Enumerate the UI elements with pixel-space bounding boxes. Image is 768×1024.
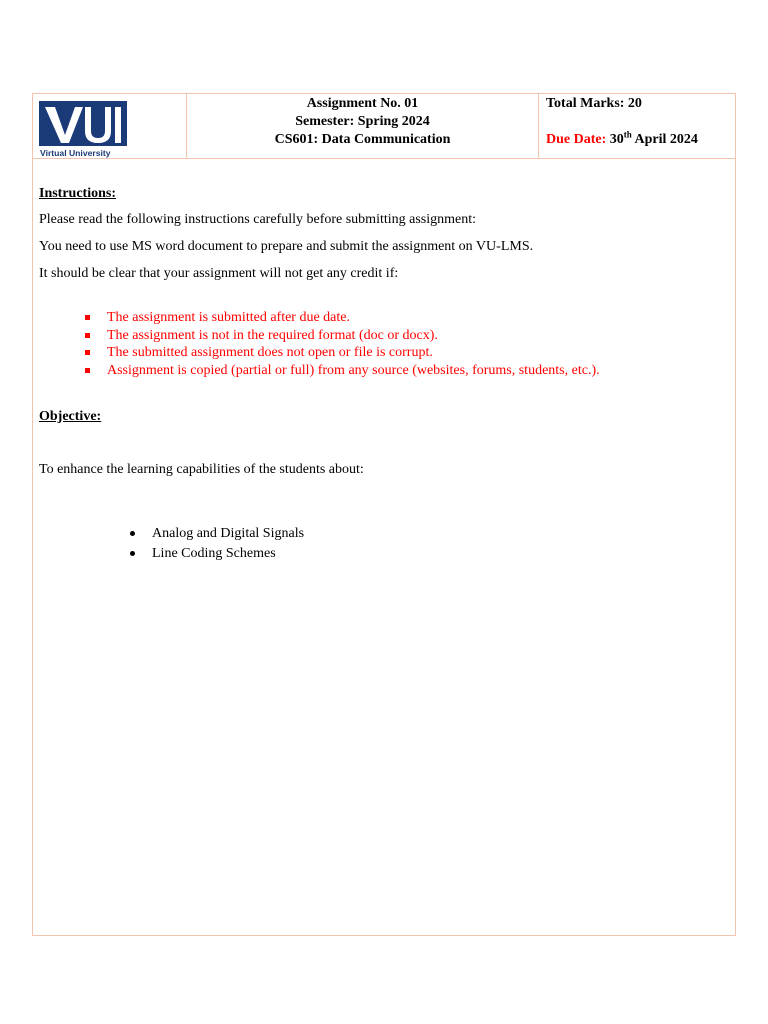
objective-heading: Objective:	[39, 409, 102, 424]
list-item	[130, 524, 304, 544]
logo-cell	[33, 94, 187, 158]
virtual-university-logo	[39, 101, 127, 158]
list-item-text: The assignment is not in the required format (doc or docx).	[107, 327, 438, 343]
objective-intro: To enhance the learning capabilities of the students about:	[39, 462, 364, 477]
course-title: CS601: Data Communication	[274, 132, 451, 147]
instruction-line: It should be clear that your assignment will not get any credit if:	[39, 266, 399, 281]
list-item-text: Assignment is copied (partial or full) from any source (websites, forums, students, etc.).	[107, 362, 600, 378]
square-bullet-icon	[85, 350, 90, 355]
list-item-text: The submitted assignment does not open or file is corrupt.	[107, 345, 433, 360]
instructions-heading: Instructions:	[39, 186, 117, 201]
semester: Semester: Spring 2024	[295, 114, 430, 129]
list-item	[130, 544, 304, 564]
due-month-year: April 2024	[634, 132, 698, 147]
round-bullet-icon	[130, 531, 135, 536]
due-date	[546, 131, 698, 149]
due-date-label: Due Date:	[546, 132, 607, 147]
marks-cell	[540, 94, 735, 158]
instruction-line: You need to use MS word document to prepare and submit the assignment on VU-LMS.	[39, 239, 534, 254]
due-day-suffix: th	[623, 129, 632, 140]
square-bullet-icon	[85, 333, 90, 338]
no-credit-list	[85, 309, 600, 379]
list-item-text: Analog and Digital Signals	[152, 526, 305, 541]
square-bullet-icon	[85, 315, 90, 320]
square-bullet-icon	[85, 368, 90, 373]
instruction-line: Please read the following instructions carefully before submitting assignment:	[39, 212, 477, 227]
round-bullet-icon	[130, 551, 135, 556]
header-table	[33, 94, 735, 159]
assignment-number: Assignment No. 01	[306, 96, 419, 111]
due-day: 30	[609, 132, 624, 147]
objective-topics-list	[130, 524, 304, 564]
list-item-text: The assignment is submitted after due date.	[107, 310, 350, 325]
list-item-text: Line Coding Schemes	[152, 546, 276, 561]
list-item	[85, 344, 600, 362]
logo-caption: Virtual University	[40, 148, 111, 158]
list-item	[85, 362, 600, 380]
assignment-title-cell	[187, 94, 539, 158]
list-item	[85, 327, 600, 345]
list-item	[85, 309, 600, 327]
total-marks: Total Marks: 20	[546, 96, 642, 111]
